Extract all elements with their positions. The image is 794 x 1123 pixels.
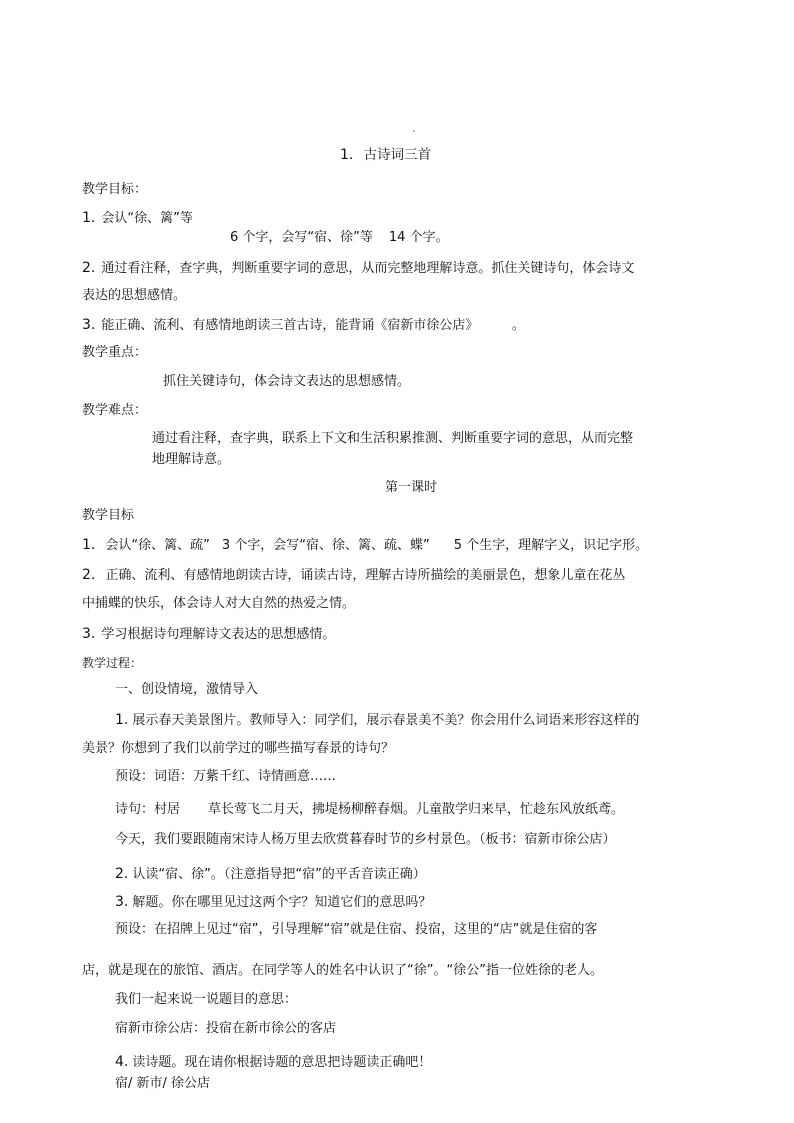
goal-3-text: 能正确、流利、有感情地朗读三首古诗，能背诵《宿新市徐公店》 xyxy=(101,318,472,333)
poem-label: 诗句：村居 xyxy=(115,802,181,817)
section-1-heading: 一、创设情境，激情导入 xyxy=(115,682,259,697)
step-1-number: 1. xyxy=(115,712,129,728)
process-heading: 教学过程： xyxy=(82,656,143,670)
preset-1: 预设：词语：万紫千红、诗情画意…… xyxy=(115,769,337,784)
title-number: 1. xyxy=(340,147,354,163)
key-heading: 教学重点： xyxy=(82,345,148,360)
goal-2-text: 通过看注释，查字典，判断重要字词的意思，从而完整地理解诗意。抓住关键诗句，体会诗文 xyxy=(101,261,635,276)
lesson-goal-3 xyxy=(82,624,335,645)
lesson-title: 第一课时 xyxy=(385,480,438,495)
key-text: 抓住关键诗句，体会诗文表达的思想感情。 xyxy=(163,374,411,389)
poem-line xyxy=(115,800,624,820)
step-2 xyxy=(115,864,426,885)
goal-3-number: 3. xyxy=(82,317,96,333)
lesson-goal-2-text: 正确、流利、有感情地朗读古诗，诵读古诗，理解古诗所描绘的美丽景色，想象儿童在花丛 xyxy=(105,568,626,583)
goal-2-line-b: 表达的思想感情。 xyxy=(82,288,187,303)
step-4 xyxy=(115,1052,431,1073)
goal-2-number: 2. xyxy=(82,260,96,276)
today-line: 今天，我们要跟随南宋诗人杨万里去欣赏暮春时节的乡村景色。（板书：宿新市徐公店） xyxy=(115,832,616,847)
step-1-line-a xyxy=(115,710,639,731)
step-2-text: 认读“宿、徐”。（注意指导把“宿”的平舌音读正确） xyxy=(132,867,426,882)
difficulty-line-a: 通过看注释，查字典，联系上下文和生活积累推测、判断重要字词的意思，从而完整 xyxy=(152,431,634,446)
title-split-line: 宿/ 新市/ 徐公店 xyxy=(115,1076,211,1091)
preset-2-line-a: 预设：在招牌上见过“宿”，引导理解“宿”就是住宿、投宿，这里的“店”就是住宿的客 xyxy=(115,922,598,937)
step-4-number: 4. xyxy=(115,1054,129,1070)
together-line: 我们一起来说一说题目的意思： xyxy=(115,992,298,1007)
difficulty-line-b: 地理解诗意。 xyxy=(152,452,231,467)
lesson-goal-3-number: 3. xyxy=(82,626,96,642)
lesson-goal-1 xyxy=(82,535,648,556)
step-3 xyxy=(115,892,431,913)
lesson-goal-1-text-b: 3 个字，会写“宿、徐、篱、疏、蝶” xyxy=(221,538,430,553)
poem-text: 草长莺飞二月天，拂堤杨柳醉春烟。儿童散学归来早，忙趁东风放纸鸢。 xyxy=(208,802,625,817)
goal-1-text: 会认“徐、篱”等 xyxy=(101,211,193,226)
goal-2-line-a xyxy=(82,258,634,279)
step-3-number: 3. xyxy=(115,894,129,910)
goals-heading: 教学目标： xyxy=(82,182,148,197)
goal-3-period: 。 xyxy=(511,318,525,333)
goal-1-number: 1. xyxy=(82,210,96,226)
lesson-goal-2-line-a xyxy=(82,565,625,586)
difficulty-heading: 教学难点： xyxy=(82,403,148,418)
step-1-text: 展示春天美景图片。教师导入：同学们，展示春景美不美？你会用什么词语来形容这样的 xyxy=(132,713,640,728)
page-mark xyxy=(413,130,415,132)
title-text: 古诗词三首 xyxy=(363,147,432,163)
goal-1-line-b xyxy=(230,228,449,248)
step-4-text: 读诗题。现在请你根据诗题的意思把诗题读正确吧！ xyxy=(132,1055,432,1070)
goal-1-line-a xyxy=(82,208,193,229)
step-3-text: 解题。你在哪里见过这两个字？知道它们的意思吗？ xyxy=(132,895,432,910)
preset-2-line-b: 店，就是现在的旅馆、酒店。在同学等人的姓名中认识了“徐”。“徐公”指一位姓徐的老人。 xyxy=(82,963,603,978)
goal-1-text-b: 6 个字，会写“宿、徐”等 xyxy=(230,230,373,245)
lesson-goal-1-number: 1. xyxy=(82,537,96,553)
lesson-goals-heading: 教学目标 xyxy=(82,508,135,523)
lesson-goal-1-text-c: 5 个生字，理解字义，识记字形。 xyxy=(453,538,649,553)
meaning-line: 宿新市徐公店：投宿在新市徐公的客店 xyxy=(115,1021,337,1036)
lesson-goal-2-number: 2. xyxy=(82,567,96,583)
lesson-goal-3-text: 学习根据诗句理解诗文表达的思想感情。 xyxy=(101,627,336,642)
lesson-goal-2-line-b: 中捕蝶的快乐，体会诗人对大自然的热爱之情。 xyxy=(82,596,356,611)
step-1-line-b: 美景？你想到了我们以前学过的哪些描写春景的诗句？ xyxy=(82,741,395,756)
lesson-goal-1-text-a: 会认“徐、篱、疏” xyxy=(105,538,210,553)
step-2-number: 2. xyxy=(115,866,129,882)
goal-1-text-c: 14 个字。 xyxy=(388,230,449,245)
document-title xyxy=(340,145,431,165)
goal-3-line xyxy=(82,315,525,336)
